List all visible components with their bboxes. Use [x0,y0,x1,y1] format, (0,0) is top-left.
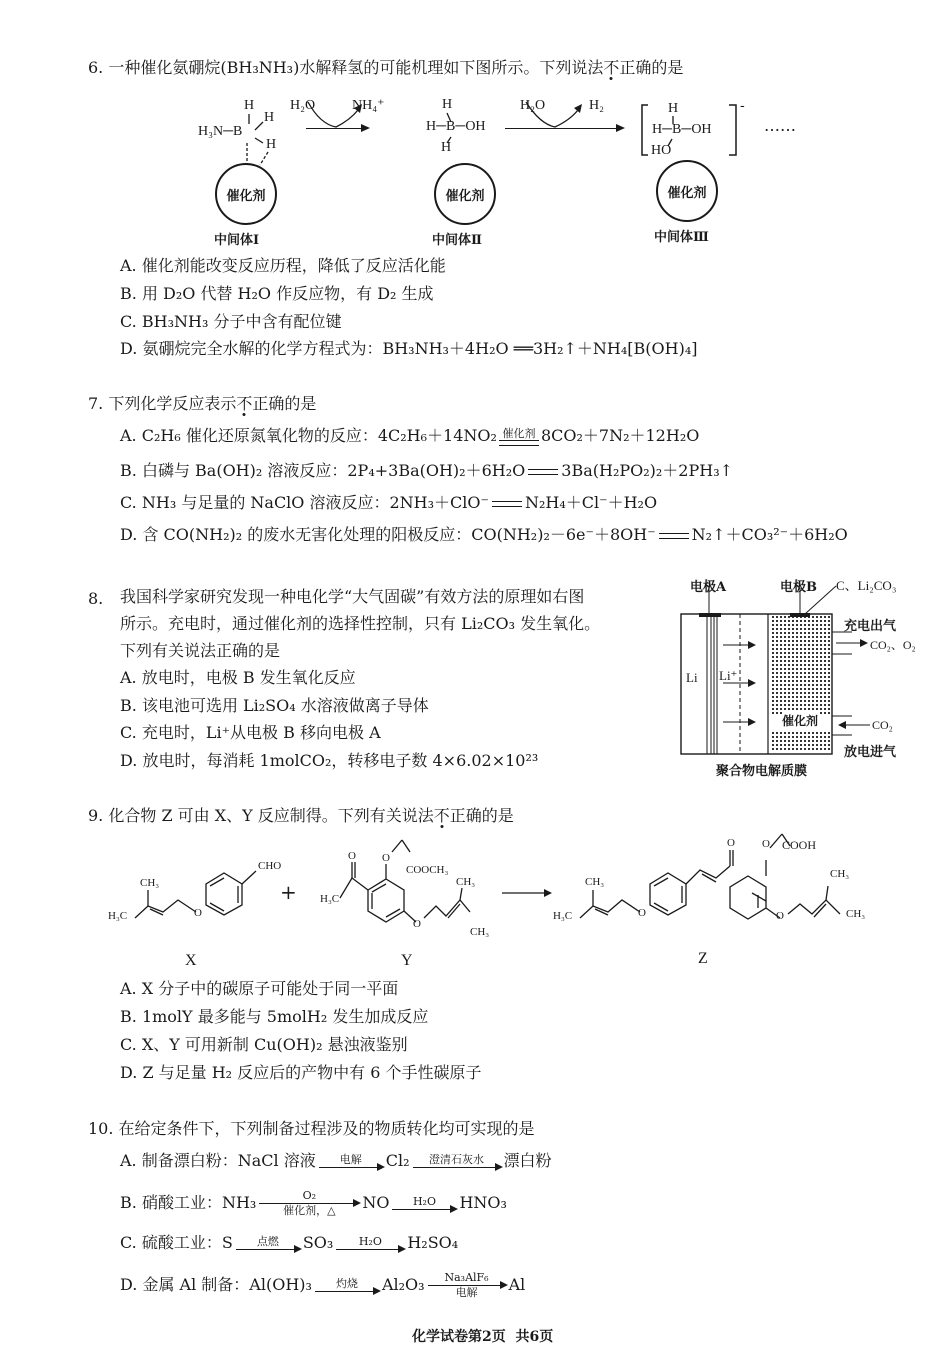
intermediate-label: 中间体Ⅰ [214,233,260,248]
option-title: 金属 Al 制备： [142,1275,250,1294]
condition-over: 澄清石灰水 [429,1153,485,1166]
reagent-in: H₂O [520,98,546,113]
species: SO₃ [302,1233,334,1252]
option-label: A. [120,668,137,687]
condition-over: Na₃AlF₆ [444,1271,489,1284]
stem-text: 下列化学反应表示 [108,394,237,413]
atom-h: H [244,98,255,113]
condition-over: H₂O [412,1195,436,1208]
species: H₂SO₄ [407,1233,459,1252]
membrane-label: 聚合物电解质膜 [716,764,808,779]
conversion-arrow [336,1236,404,1251]
option-text: X、Y 可用新制 Cu(OH)₂ 悬浊液鉴别 [141,1035,408,1054]
atom-h: H [441,140,452,155]
cho-group: CHO [258,860,282,872]
q10-option-b[interactable] [120,1190,507,1217]
electrode-b-label: 电极B [780,580,817,595]
int1-formula: H₃N─B [198,124,243,139]
species: Cl₂ [385,1151,410,1170]
option-text: BH₃NH₃ 分子中含有配位键 [141,312,342,331]
equation-left: 白磷与 Ba(OH)₂ 溶液反应：2P₄+3Ba(OH)₂＋6H₂O [141,461,526,480]
equation-left: C₂H₆ 催化还原氮氧化物的反应：4C₂H₆＋14NO₂ [141,426,497,445]
compound-y-label: Y [401,952,413,969]
equation-right: 3Ba(H₂PO₂)₂＋2PH₃↑ [561,461,734,480]
h3c-group: H₃C [320,893,340,905]
option-label: C. [120,723,137,742]
option-label: B. [120,696,137,715]
option-title: 硝酸工业： [141,1193,222,1212]
reagent-in: H₂O [290,98,316,113]
option-label: C. [120,1233,137,1252]
q9-option-d[interactable] [120,1062,482,1084]
conversion-arrow [236,1236,300,1251]
charge-sign: - [740,98,745,114]
option-label: D. [120,751,138,770]
discharge-in-gas: CO₂ [872,718,893,732]
ch3-group: CH₃ [456,876,476,888]
compound-z-label: Z [698,950,708,967]
condition-over: 点燃 [256,1235,279,1248]
equation-right: N₂H₄＋Cl⁻＋H₂O [524,493,658,512]
option-title: 硫酸工业： [141,1233,222,1252]
arrow-shaft [315,1291,379,1292]
ch3-group: CH₃ [585,876,605,888]
equation-right: N₂↑＋CO₃²⁻＋6H₂O [691,525,848,544]
nh3-group: H₃N [198,124,224,139]
equation-left: 含 CO(NH₂)₂ 的废水无害化处理的阳极反应：CO(NH₂)₂－6e⁻＋8OH⁻ [142,525,656,544]
atom-h: H [264,110,275,125]
option-label: A. [120,979,137,998]
electrode-a-label: 电极A [690,580,727,595]
atom-h: H [266,137,277,152]
option-label: B. [120,284,137,303]
option-label: A. [120,1151,137,1170]
species: Al₂O₃ [381,1275,425,1294]
condition-under: 电解 [455,1286,478,1299]
species: NaCl 溶液 [237,1151,316,1170]
option-label: B. [120,461,137,480]
oh-group: OH [465,119,486,134]
option-label: A. [120,256,137,275]
stem-text: 一种催化氨硼烷(BH₃NH₃)水解释氢的可能机理如下图所示。下列说法 [108,58,604,77]
condition-over: H₂O [358,1235,382,1248]
ch3-group: CH₃ [140,877,160,889]
cooch3-group: COOCH₃ [406,864,449,876]
option-label: C. [120,312,137,331]
equation-left: NH₃ 与足量的 NaClO 溶液反应：2NH₃＋ClO⁻ [141,493,489,512]
carbonyl-o: O [727,837,735,849]
catalyst-label: 催化剂 [226,188,266,204]
atom-h: H [426,119,437,134]
q8-stem-line-2: 所示。充电时，通过催化剂的选择性控制，只有 Li₂CO₃ 发生氧化。 [120,614,601,633]
product-out: H₂ [589,98,604,113]
option-text: 放电时，电极 B 发生氧化反应 [141,668,356,687]
electrode-b-material: C、Li₂CO₃ [836,578,897,593]
product-out: NH₄⁺ [352,98,385,113]
option-label: C. [120,1035,137,1054]
plus-sign: + [280,880,297,904]
discharge-in-label: 放电进气 [844,745,897,760]
ch3-group: CH₃ [830,868,850,880]
atom-b: B [446,119,456,134]
species: Al [508,1275,526,1294]
species: Al(OH)₃ [249,1275,312,1294]
intermediate-label: 中间体Ⅱ [432,233,482,248]
arrow-shaft [428,1285,506,1286]
option-label: A. [120,426,137,445]
q8-stem-line-1: 我国科学家研究发现一种电化学“大气固碳”有效方法的原理如右图 [120,587,585,606]
equation-right: 8CO₂＋7N₂＋12H₂O [540,426,700,445]
charge-out-label: 充电出气 [844,619,897,634]
carbonyl-o: O [348,850,356,862]
question-number: 6. [88,58,104,77]
condition-over: 电解 [339,1153,362,1166]
oh-group: OH [691,122,712,137]
atom-h: H [442,97,453,112]
ch3-group: CH₃ [470,926,490,938]
question-number: 10. [88,1119,114,1138]
option-text: 用 D₂O 代替 H₂O 作反应物，有 D₂ 生成 [141,284,434,303]
atom-h: H [668,101,679,116]
arrow-shaft [319,1167,383,1168]
option-label: D. [120,339,138,358]
conversion-arrow [392,1196,456,1211]
option-text: 该电池可选用 Li₂SO₄ 水溶液做离子导体 [141,696,429,715]
species: HNO₃ [459,1193,507,1212]
species: S [221,1233,233,1252]
ether-o: O [194,907,202,919]
emphasis-char: 不 [603,58,620,77]
ether-o: O [762,838,770,850]
conversion-arrow [259,1190,359,1217]
int2-formula: H─B─OH [426,119,486,134]
arrow-shaft [336,1249,404,1250]
q9-option-b[interactable] [120,1006,428,1028]
atom-b: B [233,124,243,139]
species: 漂白粉 [503,1151,552,1170]
option-label: C. [120,493,137,512]
q8-stem-line-3: 下列有关说法正确的是 [120,641,281,660]
option-text: 催化剂能改变反应历程，降低了反应活化能 [141,256,446,275]
ellipsis: …… [764,116,796,135]
condition-text: 催化剂 [502,426,536,440]
compound-x-label: X [185,952,197,969]
conversion-arrow [315,1278,379,1293]
option-label: B. [120,1193,137,1212]
conversion-arrow [428,1272,506,1299]
arrow-shaft [392,1209,456,1210]
ether-o: O [382,852,390,864]
q9-option-a[interactable] [120,978,398,1000]
option-label: B. [120,1007,137,1026]
question-number: 9. [88,806,104,825]
option-text: 氨硼烷完全水解的化学方程式为：BH₃NH₃＋4H₂O ══3H₂↑＋NH₄[B(OH)₄] [142,339,698,358]
stem-text: 正确的是 [449,806,514,825]
option-text: Z 与足量 H₂ 反应后的产物中有 6 个手性碳原子 [142,1063,482,1082]
ether-o: O [413,918,421,930]
int3-formula: H─B─OH [652,122,712,137]
h3c-group: H₃C [108,910,128,922]
emphasis-char: 不 [236,394,253,413]
stem-text: 正确的是 [619,58,684,77]
li-label: Li [686,670,698,685]
ch3-group: CH₃ [846,908,866,920]
conversion-arrow [319,1154,383,1169]
h3c-group: H₃C [553,910,573,922]
li-ion-label: Li⁺ [719,668,738,683]
catalyst-label: 催化剂 [782,714,819,728]
option-label: D. [120,1063,138,1082]
question-10-stem [88,1118,535,1140]
species: NH₃ [221,1193,257,1212]
stem-text: 正确的是 [252,394,317,413]
arrow-shaft [236,1249,300,1250]
option-text: X 分子中的碳原子可能处于同一平面 [141,979,399,998]
catalyst-label: 催化剂 [667,185,707,201]
question-number: 7. [88,394,104,413]
q10-option-d[interactable] [120,1272,525,1299]
ether-o: O [638,907,646,919]
atom-h: H [652,122,663,137]
catalyst-label: 催化剂 [445,188,485,204]
page-footer: 化学试卷第2页 共6页 [412,1329,554,1345]
option-label: D. [120,1275,138,1294]
question-8-number: 8. [88,589,104,608]
condition-over: 灼烧 [335,1277,358,1290]
option-text: 1molY 最多能与 5molH₂ 发生加成反应 [141,1007,429,1026]
option-text: 充电时，Li⁺从电极 B 移向电极 A [141,723,381,742]
option-label: D. [120,525,138,544]
q9-option-c[interactable] [120,1034,408,1056]
atom-b: B [672,122,682,137]
q10-option-c[interactable] [120,1232,458,1254]
q10-option-a[interactable] [120,1150,552,1172]
option-text: 放电时，每消耗 1molCO₂，转移电子数 4×6.02×10²³ [142,751,539,770]
arrow-shaft [259,1203,359,1204]
species: NO [362,1193,390,1212]
condition-under: 催化剂，△ [283,1204,336,1217]
cooh-group: COOH [782,838,817,852]
charge-out-gas: CO₂、O₂ [870,638,916,652]
emphasis-char: 不 [433,806,450,825]
condition-over: O₂ [302,1189,317,1202]
option-title: 制备漂白粉： [141,1151,238,1170]
arrow-shaft [413,1167,501,1168]
ether-o: O [776,910,784,922]
stem-text: 化合物 Z 可由 X、Y 反应制得。下列有关说法 [108,806,434,825]
ho-group: HO [651,143,672,158]
stem-text: 在给定条件下，下列制备过程涉及的物质转化均可实现的是 [118,1119,535,1138]
intermediate-label: 中间体Ⅲ [654,230,709,245]
conversion-arrow [413,1154,501,1169]
